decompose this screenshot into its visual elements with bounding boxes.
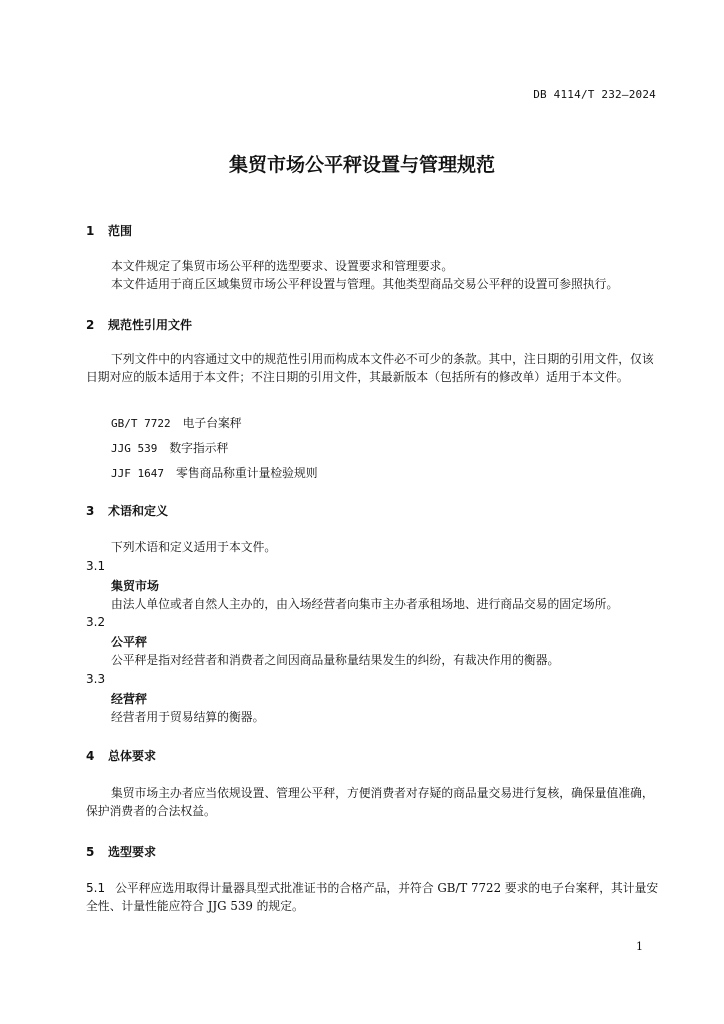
section-1-number: 1 xyxy=(86,224,95,238)
section-5-heading xyxy=(86,843,156,860)
section-4-heading xyxy=(86,747,156,764)
document-title: 集贸市场公平秤设置与管理规范 xyxy=(228,154,495,176)
term-definition: 公平秤是指对经营者和消费者之间因商品量称量结果发生的纠纷，有裁决作用的衡器。 xyxy=(111,653,560,667)
section-4-title: 总体要求 xyxy=(108,749,157,763)
clause-5-1 xyxy=(86,879,659,915)
term-number: 3.3 xyxy=(86,672,106,686)
section-5-title: 选型要求 xyxy=(108,845,157,859)
section-3-intro: 下列术语和定义适用于本文件。 xyxy=(111,540,277,554)
clause-number: 5.1 xyxy=(86,881,106,895)
section-2-heading xyxy=(86,316,192,333)
section-3-title: 术语和定义 xyxy=(108,504,169,518)
section-2-title: 规范性引用文件 xyxy=(108,318,193,332)
reference-title: 数字指示秤 xyxy=(169,441,229,455)
reference-code: GB/T 7722 xyxy=(111,417,171,430)
section-1-heading xyxy=(86,222,132,239)
page-number: 1 xyxy=(636,940,643,953)
reference-item xyxy=(111,414,242,431)
reference-item xyxy=(111,464,318,481)
section-4-paragraph: 集贸市场主办者应当依规设置、管理公平秤，方便消费者对存疑的商品量交易进行复核，确保量值准确，保护消费者的合法权益。 xyxy=(86,786,654,818)
reference-code: JJG 539 xyxy=(111,442,158,455)
term-definition: 由法人单位或者自然人主办的，由入场经营者向集市主办者承租场地、进行商品交易的固定场所。 xyxy=(111,597,619,611)
section-4-number: 4 xyxy=(86,749,95,763)
term-number: 3.2 xyxy=(86,615,106,629)
section-5-number: 5 xyxy=(86,845,95,859)
term-name: 经营秤 xyxy=(111,692,148,706)
reference-title: 电子台案秤 xyxy=(182,416,242,430)
term-number: 3.1 xyxy=(86,559,106,573)
standard-number: DB 4114/T 232—2024 xyxy=(533,88,656,101)
reference-item xyxy=(111,439,228,456)
clause-text: 公平秤应选用取得计量器具型式批准证书的合格产品，并符合 GB/T 7722 要求的电子台案秤，其计量安全性、计量性能应符合 JJG 539 的规定。 xyxy=(86,881,659,913)
term-name: 公平秤 xyxy=(111,635,148,649)
section-2-number: 2 xyxy=(86,318,95,332)
reference-title: 零售商品称重计量检验规则 xyxy=(175,466,318,480)
reference-code: JJF 1647 xyxy=(111,467,164,480)
section-1-title: 范围 xyxy=(108,224,133,238)
section-1-paragraph-2: 本文件适用于商丘区域集贸市场公平秤设置与管理。其他类型商品交易公平秤的设置可参照执行。 xyxy=(111,277,619,291)
section-2-intro: 下列文件中的内容通过文中的规范性引用而构成本文件必不可少的条款。其中，注日期的引用文件，仅该日期对应的版本适用于本文件；不注日期的引用文件，其最新版本（包括所有的修改单）适用于本文件。 xyxy=(86,352,654,384)
section-1-paragraph-1: 本文件规定了集贸市场公平秤的选型要求、设置要求和管理要求。 xyxy=(111,259,454,273)
term-definition: 经营者用于贸易结算的衡器。 xyxy=(111,710,265,724)
section-3-number: 3 xyxy=(86,504,95,518)
section-3-heading xyxy=(86,502,168,519)
term-name: 集贸市场 xyxy=(111,579,160,593)
